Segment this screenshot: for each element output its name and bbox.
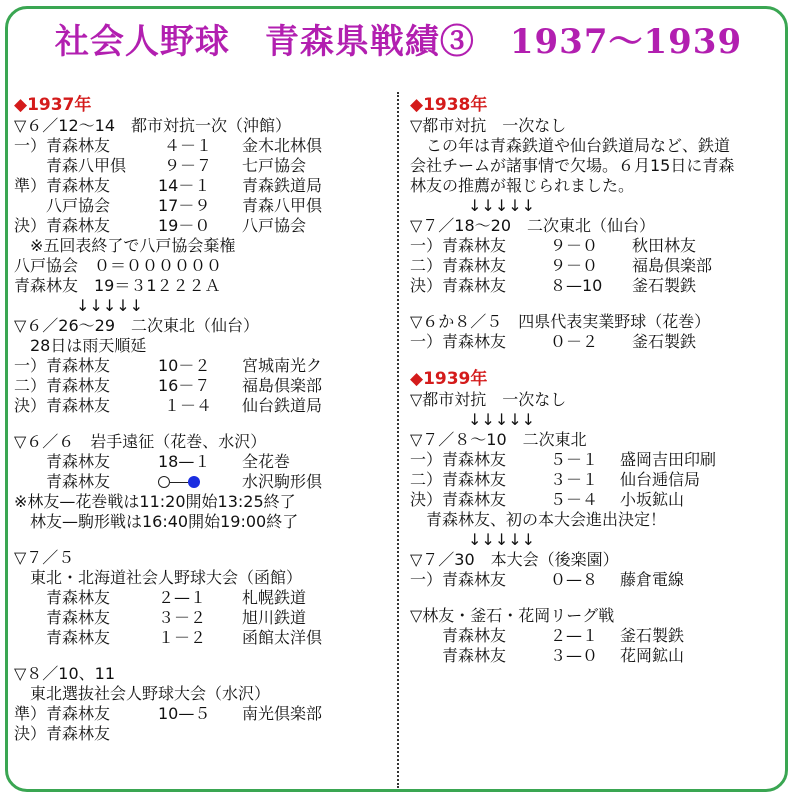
note-line: ※林友—花巻戦は11:20開始13:25終了: [14, 492, 296, 511]
score: ９－７: [164, 156, 213, 175]
team-a: 二）青森林友: [410, 256, 507, 275]
score: 19－０: [158, 216, 211, 235]
result-row: [14, 196, 392, 216]
score: 10－２: [158, 356, 211, 375]
team-a: 決）青森林友: [14, 724, 111, 743]
event-line: ▽７／８〜10 二次東北: [410, 430, 587, 449]
right-column: [410, 94, 790, 666]
paragraph-line: 会社チームが諸事情で欠場。６月15日に青森: [410, 156, 735, 175]
result-row: [14, 376, 392, 396]
team-b: 釜石製鉄: [620, 626, 685, 645]
team-a: 青森八甲倶: [14, 156, 127, 175]
result-row: [410, 236, 790, 256]
team-a: 決）青森林友: [14, 216, 111, 235]
note-line: 林友—駒形戦は16:40開始19:00終了: [14, 512, 299, 531]
team-a: 青森林友: [410, 646, 507, 665]
score: ８—10: [550, 276, 603, 295]
team-b: 花岡鉱山: [620, 646, 685, 665]
paragraph-line: この年は青森鉄道や仙台鉄道局など、鉄道: [410, 136, 731, 155]
score: ９－０: [550, 236, 599, 255]
year-heading-1937: ◆1937年: [14, 95, 92, 115]
team-b: 旭川鉄道: [242, 608, 307, 627]
team-a: 青森林友: [14, 628, 111, 647]
score: １－４: [164, 396, 213, 415]
team-b: 福島倶楽部: [632, 256, 713, 275]
team-b: 南光倶楽部: [242, 704, 323, 723]
arrows: ↓↓↓↓↓: [76, 296, 144, 315]
score: ４－１: [164, 136, 213, 155]
team-b: 仙台逓信局: [620, 470, 701, 489]
team-b: 福島倶楽部: [242, 376, 323, 395]
result-row: [14, 472, 392, 492]
score: ２—１: [550, 626, 599, 645]
team-b: 小坂鉱山: [620, 490, 685, 509]
arrows: ↓↓↓↓↓: [468, 530, 536, 549]
event-line: 東北選抜社会人野球大会（水沢）: [14, 684, 271, 703]
event-line: ▽林友・釜石・花岡リーグ戦: [410, 606, 615, 625]
team-b: 仙台鉄道局: [242, 396, 323, 415]
result-row: [410, 490, 790, 510]
team-b: 七戸協会: [242, 156, 307, 175]
result-row: [14, 176, 392, 196]
score: ０—８: [550, 570, 599, 589]
result-row: [14, 588, 392, 608]
page-title: 社会人野球 青森県戦績③ 1937〜1939: [54, 22, 743, 62]
result-row: [410, 450, 790, 470]
team-a: 青森林友: [14, 608, 111, 627]
arrows: ↓↓↓↓↓: [468, 410, 536, 429]
team-a: 八戸協会: [14, 196, 111, 215]
result-row: [14, 156, 392, 176]
team-a: 決）青森林友: [410, 490, 507, 509]
event-line: ▽８／10、11: [14, 664, 116, 683]
score: ５－１: [550, 450, 599, 469]
year-heading-1938: ◆1938年: [410, 95, 488, 115]
result-row: [410, 276, 790, 296]
result-row: [14, 356, 392, 376]
team-b: 青森鉄道局: [242, 176, 323, 195]
result-row: [14, 452, 392, 472]
team-b: 水沢駒形倶: [242, 472, 323, 491]
event-line: ▽６／26〜29 二次東北（仙台）: [14, 316, 260, 335]
team-b: 金木北林倶: [242, 136, 323, 155]
team-a: 青森林友: [14, 588, 111, 607]
score: １－２: [158, 628, 207, 647]
team-a: 一）青森林友: [410, 236, 507, 255]
team-a: 準）青森林友: [14, 704, 111, 723]
score: 14－１: [158, 176, 211, 195]
win-loss-marks: [158, 476, 200, 488]
team-a: 二）青森林友: [14, 376, 111, 395]
score: ９－０: [550, 256, 599, 275]
left-column: [14, 94, 392, 744]
event-line: ▽６か８／５ 四県代表実業野球（花巻）: [410, 312, 711, 331]
paragraph-line: 林友の推薦が報じられました。: [410, 176, 635, 195]
team-a: 決）青森林友: [14, 396, 111, 415]
team-a: 決）青森林友: [410, 276, 507, 295]
score: ３－１: [550, 470, 599, 489]
score: ５－４: [550, 490, 599, 509]
result-row: [410, 626, 790, 646]
result-row: [14, 396, 392, 416]
result-row: [410, 646, 790, 666]
result-row: [14, 216, 392, 236]
event-line: ▽６／６ 岩手遠征（花巻、水沢）: [14, 432, 267, 451]
note-line: ※五回表終了で八戸協会棄権: [14, 236, 236, 255]
event-line: ▽都市対抗 一次なし: [410, 390, 567, 409]
dash-line: [170, 482, 188, 483]
result-row: [410, 332, 790, 352]
score: ３—０: [550, 646, 599, 665]
event-line: ▽７／５: [14, 548, 75, 567]
team-b: 釜石製鉄: [632, 276, 697, 295]
year-heading-1939: ◆1939年: [410, 369, 488, 389]
result-row: [14, 608, 392, 628]
result-row: [14, 628, 392, 648]
result-row: [410, 256, 790, 276]
event-line: ▽７／30 本大会（後楽園）: [410, 550, 619, 569]
event-line: 東北・北海道社会人野球大会（函館）: [14, 568, 303, 587]
team-b: 全花巻: [242, 452, 291, 471]
team-a: 一）青森林友: [410, 570, 507, 589]
result-row: [14, 136, 392, 156]
event-line: ▽都市対抗 一次なし: [410, 116, 567, 135]
team-a: 一）青森林友: [410, 450, 507, 469]
team-a: 二）青森林友: [410, 470, 507, 489]
score: 17－９: [158, 196, 211, 215]
team-b: 秋田林友: [632, 236, 697, 255]
score: 10—５: [158, 704, 211, 723]
team-a: 青森林友: [410, 626, 507, 645]
team-a: 一）青森林友: [14, 136, 111, 155]
score: ０－２: [550, 332, 599, 351]
team-b: 藤倉電線: [620, 570, 685, 589]
result-row: [410, 570, 790, 590]
result-row: [14, 724, 392, 744]
team-b: 盛岡吉田印刷: [620, 450, 717, 469]
filled-circle-icon: [188, 476, 200, 488]
team-a: 準）青森林友: [14, 176, 111, 195]
team-a: 青森林友: [14, 472, 111, 491]
event-line: ▽７／18〜20 二次東北（仙台）: [410, 216, 656, 235]
score: 16－７: [158, 376, 211, 395]
team-a: 一）青森林友: [410, 332, 507, 351]
team-b: 宮城南光ク: [242, 356, 323, 375]
arrows: ↓↓↓↓↓: [468, 196, 536, 215]
note-line: 青森林友、初の本大会進出決定！: [410, 510, 667, 529]
line-score: 八戸協会 ０＝００００００: [14, 256, 223, 275]
score: ３－２: [158, 608, 207, 627]
line-score: 青森林友 19＝３1２２２Ａ: [14, 276, 221, 295]
team-a: 一）青森林友: [14, 356, 111, 375]
score: 18—１: [158, 452, 211, 471]
team-a: 青森林友: [14, 452, 111, 471]
team-b: 八戸協会: [242, 216, 307, 235]
team-b: 釜石製鉄: [632, 332, 697, 351]
event-line: ▽６／12〜14 都市対抗一次（沖館）: [14, 116, 292, 135]
score: ２—１: [158, 588, 207, 607]
result-row: [410, 470, 790, 490]
note-line: 28日は雨天順延: [14, 336, 147, 355]
column-divider: [397, 92, 399, 788]
team-b: 青森八甲倶: [242, 196, 323, 215]
open-circle-icon: [158, 476, 170, 488]
result-row: [14, 704, 392, 724]
team-b: 函館太洋倶: [242, 628, 323, 647]
team-b: 札幌鉄道: [242, 588, 307, 607]
